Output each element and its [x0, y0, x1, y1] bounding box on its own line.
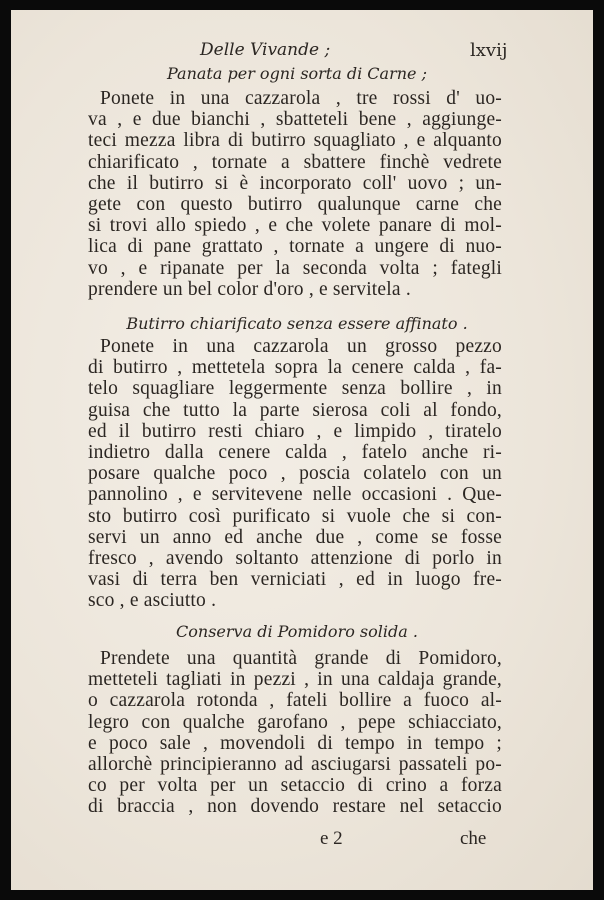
text-line: guisa che tutto la parte sierosa coli al fondo,: [88, 399, 502, 421]
text-line: co per volta per un setaccio di crino a forza: [88, 775, 502, 797]
text-line: sco , e asciutto .: [88, 590, 217, 612]
text-line: indietro dalla cenere calda , fatelo anche ri-: [88, 442, 502, 463]
text-line: di butirro , mettetela sopra la cenere calda , fa-: [88, 357, 502, 379]
text-line: pannolino , e servitevene nelle occasioni . Que-: [88, 484, 502, 506]
text-line: posare qualche poco , poscia colatelo con un: [88, 463, 502, 485]
text-line: si trovi allo spiedo , e che volete panare di mol-: [88, 215, 502, 237]
text-line: sto butirro così purificato si vuole che si con-: [88, 505, 502, 527]
signature-mark: e 2: [320, 828, 343, 849]
text-line: allorchè principieranno ad asciugarsi passateli po-: [88, 754, 502, 775]
text-line: chiarificato , tornate a sbattere finchè vedrete: [88, 151, 502, 173]
text-line: gete con questo butirro qualunque carne che: [88, 194, 502, 215]
text-line: fresco , avendo soltanto attenzione di porlo in: [88, 548, 502, 569]
text-line: teci mezza libra di butirro squagliato , e alquanto: [88, 130, 502, 152]
text-line: vasi di terra ben verniciati , ed in luogo fre-: [88, 569, 502, 591]
text-line: Prendete una quantità grande di Pomidoro,: [100, 648, 502, 669]
section-heading: Conserva di Pomidoro solida .: [176, 622, 418, 641]
text-line: metteteli tagliati in pezzi , in una caldaja grande,: [88, 669, 502, 691]
text-line: di braccia , non dovendo restare nel setaccio: [88, 796, 502, 818]
text-line: prendere un bel color d'oro , e servitela .: [88, 278, 411, 300]
section-heading: Butirro chiarificato senza essere affinato .: [126, 314, 468, 333]
running-head: Delle Vivande ;: [200, 40, 331, 60]
text-line: che il butirro si è incorporato coll' uovo ; un-: [88, 172, 502, 194]
text-line: legro con qualche garofano , pepe schiacciato,: [88, 711, 502, 733]
catchword: che: [460, 828, 487, 849]
text-line: vo , e ripanate per la seconda volta ; fategli: [88, 257, 502, 279]
text-line: Ponete in una cazzarola un grosso pezzo: [100, 336, 502, 357]
section-heading: Panata per ogni sorta di Carne ;: [167, 64, 427, 83]
text-line: servi un anno ed anche due , come se fosse: [88, 526, 502, 548]
text-line: telo squagliare leggermente senza bollire , in: [88, 378, 502, 400]
text-line: e poco sale , movendoli di tempo in tempo ;: [88, 732, 502, 754]
page-number: lxvij: [470, 40, 508, 61]
text-line: lica di pane grattato , tornate a ungere di nuo-: [88, 236, 502, 258]
text-line: ed il butirro resti chiaro , e limpido , tiratelo: [88, 420, 502, 442]
text-line: va , e due bianchi , sbatteteli bene , aggiunge-: [88, 109, 502, 131]
text-line: Ponete in una cazzarola , tre rossi d' uo-: [100, 88, 502, 109]
text-line: o cazzarola rotonda , fateli bollire a fuoco al-: [88, 690, 502, 712]
